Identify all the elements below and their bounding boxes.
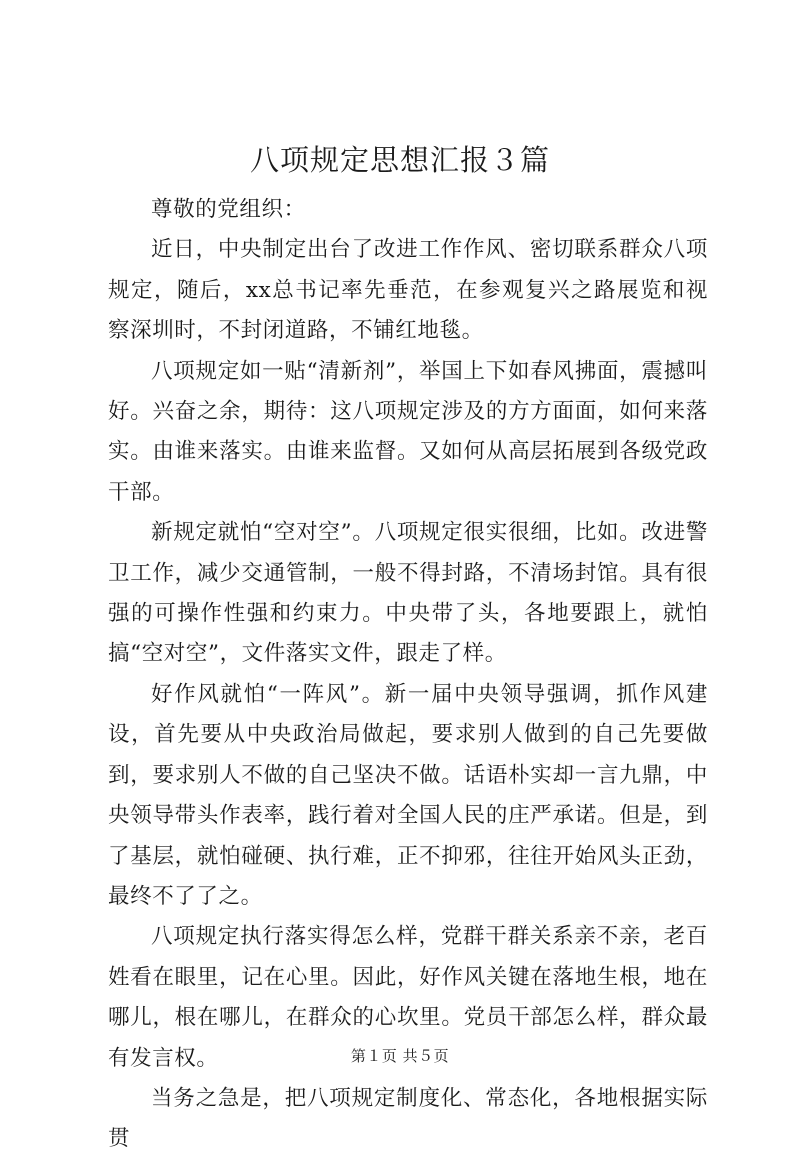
paragraph-3: 新规定就怕“空对空”。八项规定很实很细，比如。改进警卫工作，减少交通管制，一般不得封路，不清场封馆。具有很强的可操作性强和约束力。中央带了头，各地要跟上，就怕搞“空对空”，文件落实文件，跟走了样。 [108,520,708,667]
page-footer: 第１页 共５页 [350,1047,450,1065]
paragraph-4: 好作风就怕“一阵风”。新一届中央领导强调，抓作风建设，首先要从中央政治局做起，要求别人做到的自己先要做到，要求别人不做的自己坚决不做。话语朴实却一言九鼎，中央领导带头作表率，践行着对全国人民的庄严承诺。但是，到了基层，就怕碰硬、执行难，正不抑邪，往往开始风头正劲，最终不了了之。 [108,681,708,909]
paragraph-1: 近日，中央制定出台了改进工作作风、密切联系群众八项规定，随后，xx总书记率先垂范，在参观复兴之路展览和视察深圳时，不封闭道路，不铺红地毯。 [108,237,708,344]
document-body [108,190,708,1160]
document-title: 八项规定思想汇报３篇 [249,143,550,177]
paragraph-2: 八项规定如一贴“清新剂”，举国上下如春风拂面，震撼叫好。兴奋之余，期待：这八项规定涉及的方方面面，如何来落实。由谁来落实。由谁来监督。又如何从高层拓展到各级党政干部。 [108,358,708,505]
salutation: 尊敬的党组织： [151,197,306,222]
paragraph-6: 当务之急是，把八项规定制度化、常态化，各地根据实际贯 [108,1085,708,1152]
paragraph-5: 八项规定执行落实得怎么样，党群干群关系亲不亲，老百姓看在眼里，记在心里。因此，好作风关键在落地生根，地在哪儿，根在哪儿，在群众的心坎里。党员干部怎么样，群众最有发言权。 [108,924,708,1071]
